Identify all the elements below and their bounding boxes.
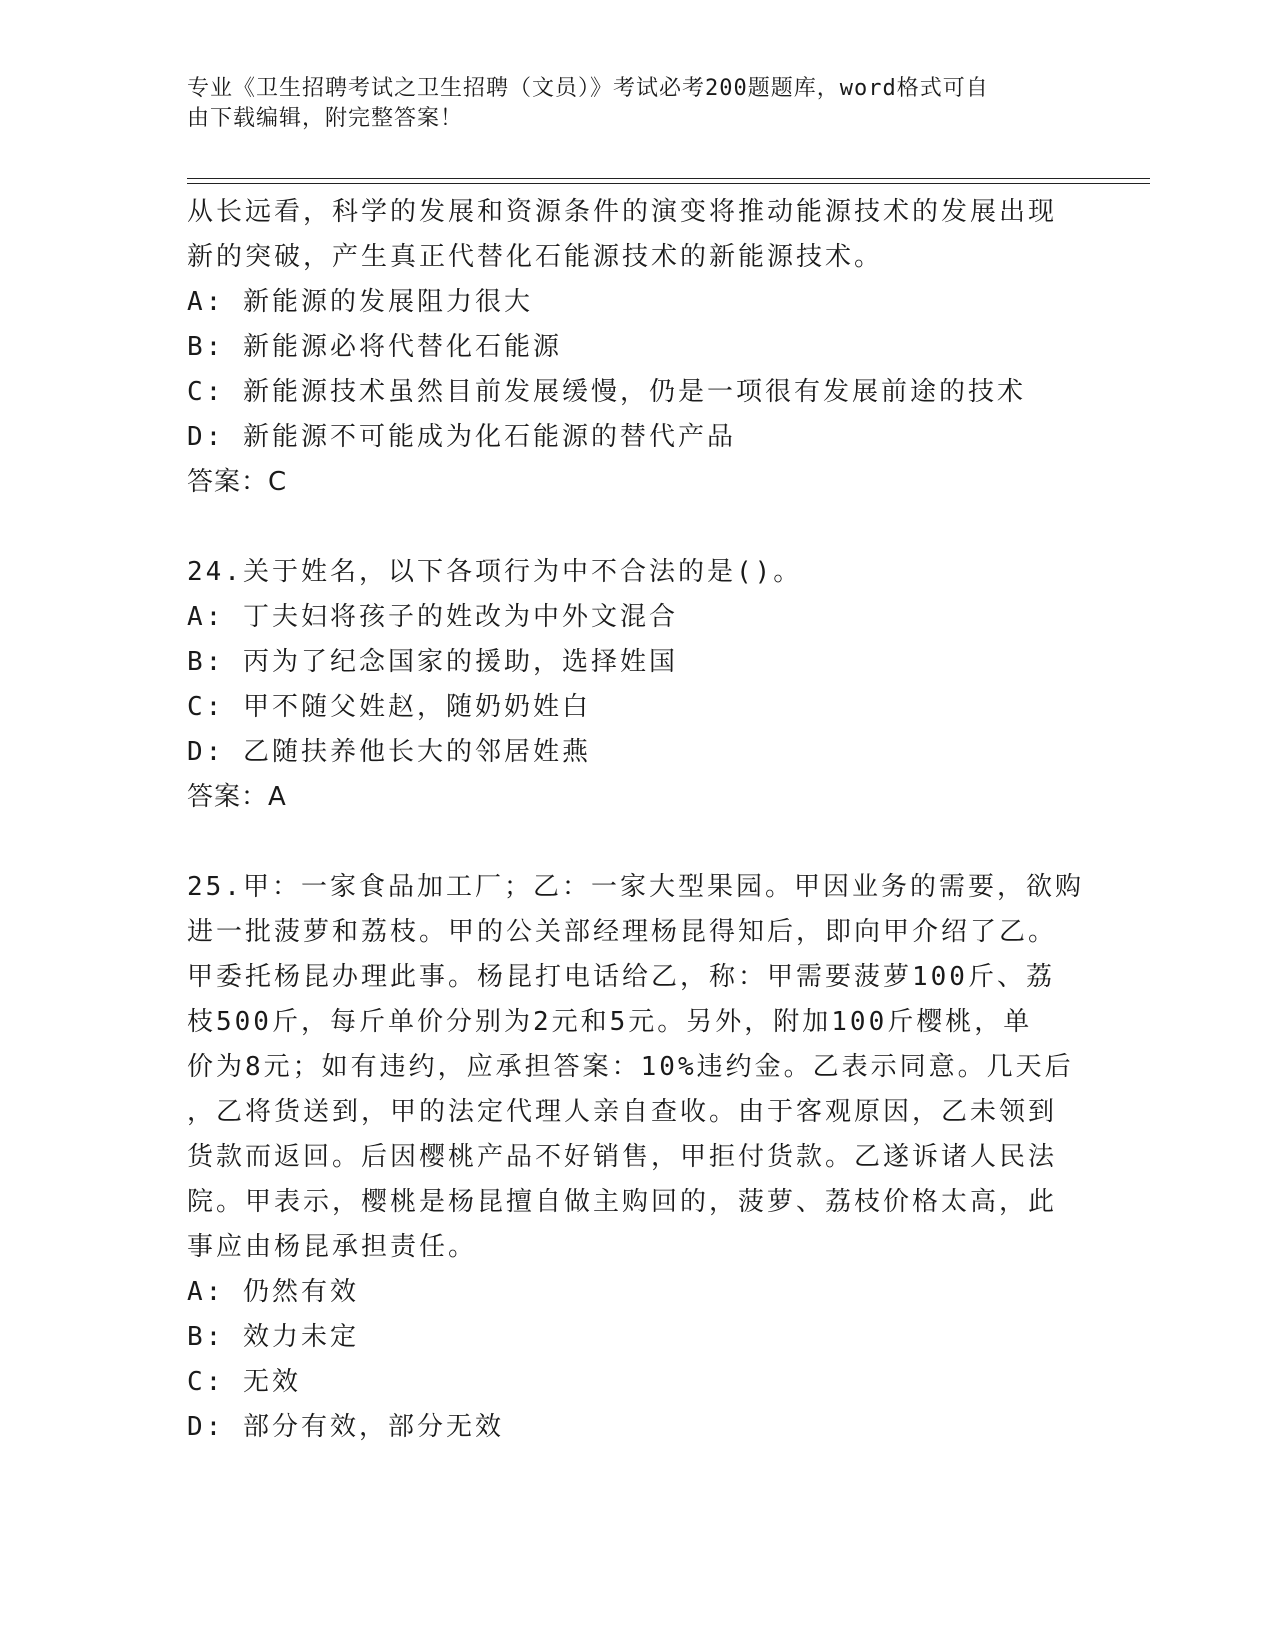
document-body [187, 190, 1087, 1450]
question-23-stem-line: 从长远看，科学的发展和资源条件的演变将推动能源技术的发展出现 [187, 197, 1058, 227]
question-24-option-d: D: 乙随扶养他长大的邻居姓燕 [187, 737, 591, 767]
question-gap [187, 820, 1087, 865]
question-25-option-c: C: 无效 [187, 1367, 301, 1397]
question-24-answer: 答案：A [187, 782, 287, 812]
question-25 [187, 865, 1087, 1450]
question-23-answer: 答案：C [187, 467, 288, 497]
question-23-option-d: D: 新能源不可能成为化石能源的替代产品 [187, 422, 736, 452]
question-25-stem-line: 甲委托杨昆办理此事。杨昆打电话给乙，称：甲需要菠萝100斤、荔 [187, 962, 1055, 992]
question-25-stem-line: 25.甲：一家食品加工厂；乙：一家大型果园。甲因业务的需要，欲购 [187, 872, 1084, 902]
question-25-option-d: D: 部分有效，部分无效 [187, 1412, 504, 1442]
header-line-1: 专业《卫生招聘考试之卫生招聘（文员）》考试必考200题题库，word格式可自 [187, 76, 989, 101]
header-line-2: 由下载编辑，附完整答案！ [187, 106, 464, 131]
question-25-stem-line: 院。甲表示，樱桃是杨昆擅自做主购回的，菠萝、荔枝价格太高，此 [187, 1187, 1058, 1217]
header-divider-bottom [187, 183, 1150, 184]
question-25-option-a: A: 仍然有效 [187, 1277, 359, 1307]
question-23-option-a: A: 新能源的发展阻力很大 [187, 287, 533, 317]
question-24 [187, 550, 1087, 820]
question-23-stem-line: 新的突破，产生真正代替化石能源技术的新能源技术。 [187, 242, 884, 272]
question-24-option-c: C: 甲不随父姓赵，随奶奶姓白 [187, 692, 591, 722]
question-24-stem-line: 24.关于姓名，以下各项行为中不合法的是()。 [187, 557, 803, 587]
question-23 [187, 190, 1087, 505]
question-25-stem-line: 事应由杨昆承担责任。 [187, 1232, 478, 1262]
question-25-stem-line: 进一批菠萝和荔枝。甲的公关部经理杨昆得知后，即向甲介绍了乙。 [187, 917, 1058, 947]
question-23-option-c: C: 新能源技术虽然目前发展缓慢，仍是一项很有发展前途的技术 [187, 377, 1026, 407]
question-25-stem-line: 货款而返回。后因樱桃产品不好销售，甲拒付货款。乙遂诉诸人民法 [187, 1142, 1058, 1172]
question-25-stem-line: ，乙将货送到，甲的法定代理人亲自查收。由于客观原因，乙未领到 [187, 1097, 1058, 1127]
document-header [187, 74, 1077, 134]
question-25-stem-line: 价为8元；如有违约，应承担答案：10%违约金。乙表示同意。几天后 [187, 1052, 1074, 1082]
header-divider-top [187, 178, 1150, 179]
question-24-option-a: A: 丁夫妇将孩子的姓改为中外文混合 [187, 602, 678, 632]
question-24-option-b: B: 丙为了纪念国家的援助，选择姓国 [187, 647, 678, 677]
question-23-option-b: B: 新能源必将代替化石能源 [187, 332, 562, 362]
question-25-option-b: B: 效力未定 [187, 1322, 359, 1352]
question-25-stem-line: 枝500斤，每斤单价分别为2元和5元。另外，附加100斤樱桃，单 [187, 1007, 1033, 1037]
question-gap [187, 505, 1087, 550]
